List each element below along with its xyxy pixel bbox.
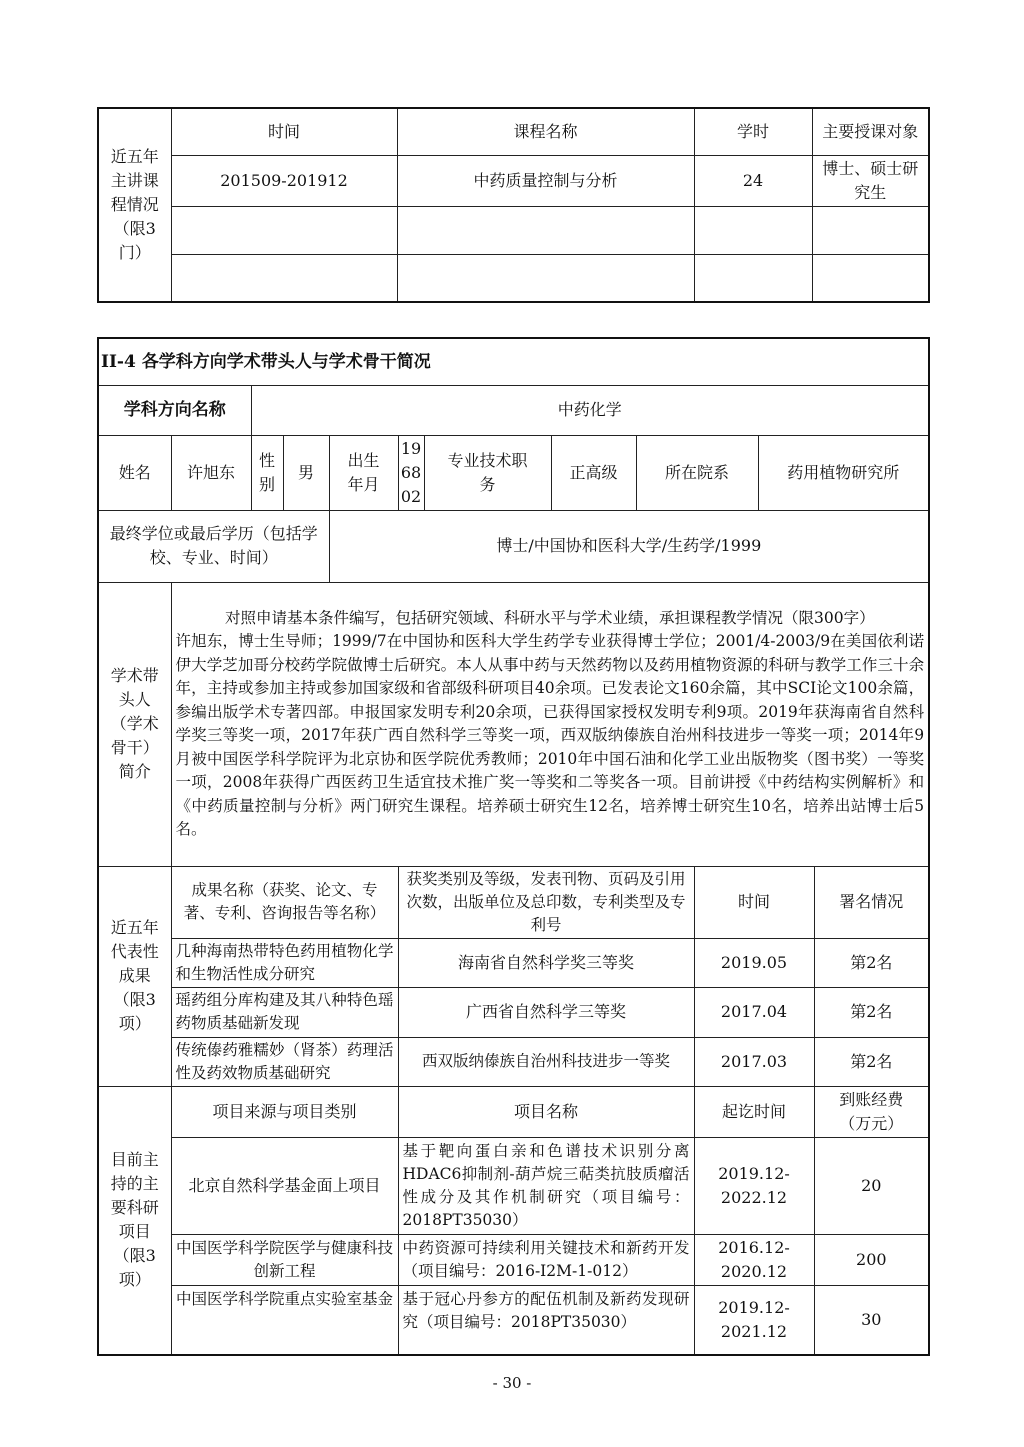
bio-instruction: 对照申请基本条件编写，包括研究领域、科研水平与学术业绩，承担课程教学情况（限300字）	[225, 608, 875, 627]
dept-value: 药用植物研究所	[758, 435, 929, 510]
achievement-time: 2019.05	[694, 938, 814, 987]
page-number: - 30 -	[492, 1374, 532, 1392]
courses-header-time: 时间	[171, 108, 397, 155]
bio-label: 学术带头人（学术骨干）简介	[98, 582, 171, 866]
course-hours	[694, 206, 812, 254]
achievement-name: 传统傣药雅糯妙（肾茶）药理活性及药效物质基础研究	[171, 1037, 398, 1086]
project-name: 基于冠心丹参方的配伍机制及新药发现研究（项目编号：2018PT35030）	[398, 1285, 694, 1355]
discipline-leader-table	[97, 337, 930, 1356]
course-target	[812, 254, 929, 302]
gender-value: 男	[283, 435, 329, 510]
projects-label: 目前主持的主要科研项目（限3项）	[98, 1086, 171, 1355]
projects-header-source: 项目来源与项目类别	[171, 1086, 398, 1137]
courses-header-name: 课程名称	[397, 108, 694, 155]
courses-row-label: 近五年主讲课程情况（限3门）	[98, 108, 171, 302]
projects-header-fund: 到账经费（万元）	[814, 1086, 929, 1137]
courses-table	[97, 107, 930, 303]
achievement-category: 广西省自然科学三等奖	[398, 987, 694, 1037]
discipline-label: 学科方向名称	[98, 385, 251, 435]
courses-header-hours: 学时	[694, 108, 812, 155]
achievement-category: 海南省自然科学奖三等奖	[398, 938, 694, 987]
achievements-header-time: 时间	[694, 866, 814, 938]
projects-header-name: 项目名称	[398, 1086, 694, 1137]
degree-label: 最终学位或最后学历（包括学校、专业、时间）	[98, 510, 329, 582]
project-source: 中国医学科学院医学与健康科技创新工程	[171, 1234, 398, 1285]
gender-label: 性别	[251, 435, 283, 510]
achievement-name: 几种海南热带特色药用植物化学和生物活性成分研究	[171, 938, 398, 987]
name-value: 许旭东	[171, 435, 251, 510]
course-name	[397, 206, 694, 254]
dept-label: 所在院系	[636, 435, 758, 510]
title-label: 专业技术职 务	[424, 435, 551, 510]
course-hours: 24	[694, 155, 812, 206]
name-label: 姓名	[98, 435, 171, 510]
achievement-sign: 第2名	[814, 1037, 929, 1086]
courses-header-target: 主要授课对象	[812, 108, 929, 155]
course-name	[397, 254, 694, 302]
project-fund: 20	[814, 1137, 929, 1234]
achievements-header-sign: 署名情况	[814, 866, 929, 938]
bio-text: 许旭东，博士生导师；1999/7在中国协和医科大学生药学专业获得博士学位；2001/4-2003/9在美国依利诺伊大学芝加哥分校药学院做博士后研究。本人从事中药与天然药物以及药用植物资源的科研与教学工作三十余年，主持或参加主持或参加国家级和省部级科研项目40余项。已发表论文160余篇，其中SCI论文100余篇，参编出版学术专著四部。申报国家发明专利20余项，已获得国家授权发明专利9项。2019年获海南省自然科学奖三等奖一项，2017年获广西自然科学三等奖一项，西双版纳傣族自治州科技进步一等奖一项；2014年9月被中国医学科学院评为北京协和医学院优秀教师；2010年中国石油和化学工业出版物奖（图书奖）一等奖一项，2008年获得广西医药卫生适宜技术推广奖一等奖和二等奖各一项。目前讲授《中药结构实例解析》和《中药质量控制与分析》两门研究生课程。培养硕士研究生12名，培养博士研究生10名，培养出站博士后5名。	[175, 632, 925, 838]
degree-value: 博士/中国协和医科大学/生药学/1999	[329, 510, 929, 582]
projects-header-period: 起讫时间	[694, 1086, 814, 1137]
section-title: II-4 各学科方向学术带头人与学术骨干简况	[98, 338, 929, 385]
achievements-header-category: 获奖类别及等级，发表刊物、页码及引用次数，出版单位及总印数，专利类型及专利号	[398, 866, 694, 938]
achievements-header-name: 成果名称（获奖、论文、专著、专利、咨询报告等名称）	[171, 866, 398, 938]
project-fund: 30	[814, 1285, 929, 1355]
course-target	[812, 206, 929, 254]
project-source: 中国医学科学院重点实验室基金	[171, 1285, 398, 1355]
course-name: 中药质量控制与分析	[397, 155, 694, 206]
achievement-category: 西双版纳傣族自治州科技进步一等奖	[398, 1037, 694, 1086]
title-value: 正高级	[551, 435, 636, 510]
bio-content	[171, 582, 929, 866]
achievement-name: 瑶药组分库构建及其八种特色瑶药物质基础新发现	[171, 987, 398, 1037]
project-fund: 200	[814, 1234, 929, 1285]
project-period: 2019.12-2021.12	[694, 1285, 814, 1355]
course-target: 博士、硕士研究生	[812, 155, 929, 206]
project-period: 2019.12-2022.12	[694, 1137, 814, 1234]
course-time	[171, 254, 397, 302]
achievement-time: 2017.04	[694, 987, 814, 1037]
project-name: 中药资源可持续利用关键技术和新药开发（项目编号：2016-I2M-1-012）	[398, 1234, 694, 1285]
discipline-value: 中药化学	[251, 385, 929, 435]
project-source: 北京自然科学基金面上项目	[171, 1137, 398, 1234]
achievement-sign: 第2名	[814, 938, 929, 987]
birth-value: 196802	[398, 435, 424, 510]
project-period: 2016.12-2020.12	[694, 1234, 814, 1285]
course-hours	[694, 254, 812, 302]
project-name: 基于靶向蛋白亲和色谱技术识别分离HDAC6抑制剂-葫芦烷三萜类抗肢质瘤活性成分及其作机制研究（项目编号：2018PT35030）	[398, 1137, 694, 1234]
achievement-sign: 第2名	[814, 987, 929, 1037]
achievement-time: 2017.03	[694, 1037, 814, 1086]
birth-label: 出生年月	[329, 435, 398, 510]
course-time	[171, 206, 397, 254]
course-time: 201509-201912	[171, 155, 397, 206]
achievements-label: 近五年代表性成果（限3项）	[98, 866, 171, 1086]
